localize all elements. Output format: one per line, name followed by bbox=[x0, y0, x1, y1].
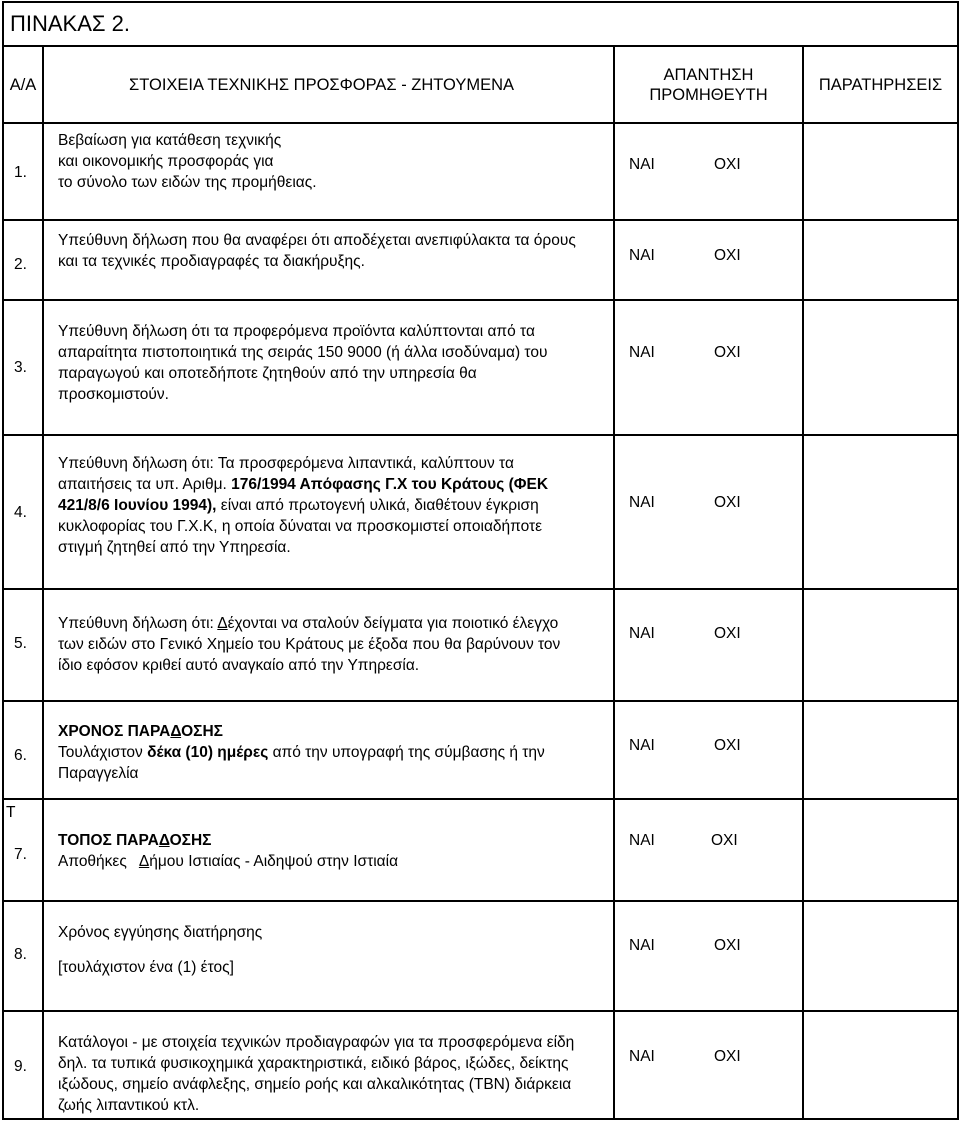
row-number-cell bbox=[3, 435, 43, 589]
no-option[interactable]: ΟΧΙ bbox=[714, 344, 741, 361]
remarks-cell[interactable] bbox=[803, 300, 958, 435]
row-number-cell bbox=[3, 300, 43, 435]
header-apantisi-line1: ΑΠΑΝΤΗΣΗ bbox=[663, 65, 754, 84]
row-line: το σύνολο των ειδών της προμήθειας. bbox=[58, 174, 317, 191]
row-line: Παραγγελία bbox=[58, 765, 139, 782]
row-text-bold: δέκα (10) ημέρες bbox=[147, 744, 269, 761]
row-number-cell bbox=[3, 701, 43, 799]
row-description bbox=[43, 300, 614, 435]
row-heading bbox=[58, 830, 605, 851]
row-description bbox=[43, 901, 614, 1011]
row-line bbox=[58, 495, 605, 516]
row-line: παραγωγού και οποτεδήποτε ζητηθούν από την υπηρεσία θα bbox=[58, 365, 477, 382]
row-number: 6. bbox=[14, 747, 27, 764]
row-number: 4. bbox=[14, 504, 27, 521]
row-text-bold: 421/8/6 Ιουνίου 1994), bbox=[58, 497, 217, 514]
row-text: ήμου Ιστιαίας - Αιδηψού στην Ιστιαία bbox=[149, 853, 399, 870]
row-text: έχονται να σταλούν δείγματα για ποιοτικό έλεγχο bbox=[227, 615, 559, 632]
header-apantisi bbox=[614, 46, 803, 123]
row-line bbox=[58, 613, 605, 634]
row-number-cell bbox=[3, 589, 43, 701]
row-description bbox=[43, 701, 614, 799]
header-row bbox=[3, 46, 958, 123]
remarks-cell[interactable] bbox=[803, 589, 958, 701]
row-text: ΧΡΟΝΟΣ ΠΑΡΑ bbox=[58, 723, 171, 740]
row-text: είναι από πρωτογενή υλικά, διαθέτουν έγκριση bbox=[216, 497, 539, 514]
table-row bbox=[3, 123, 958, 220]
remarks-cell[interactable] bbox=[803, 123, 958, 220]
answer-cell[interactable] bbox=[614, 799, 803, 901]
row-number-cell bbox=[3, 799, 43, 901]
row-line: κυκλοφορίας του Γ.Χ.Κ, η οποία δύναται να προσκομιστεί οποιαδήποτε bbox=[58, 518, 543, 535]
row-line: των ειδών στο Γενικό Χημείο του Κράτους με έξοδα που θα βαρύνουν τον bbox=[58, 636, 561, 653]
remarks-cell[interactable] bbox=[803, 799, 958, 901]
row-number-cell bbox=[3, 1011, 43, 1119]
row-line: Υπεύθυνη δήλωση που θα αναφέρει ότι αποδέχεται ανεπιφύλακτα τα όρους bbox=[58, 232, 576, 249]
no-option[interactable]: ΟΧΙ bbox=[714, 247, 741, 264]
table-row bbox=[3, 1011, 958, 1119]
no-option[interactable]: ΟΧΙ bbox=[714, 737, 741, 754]
yes-option[interactable]: ΝΑΙ bbox=[629, 737, 655, 754]
row-line: στιγμή ζητηθεί από την Υπηρεσία. bbox=[58, 539, 291, 556]
answer-cell[interactable] bbox=[614, 1011, 803, 1119]
row-description bbox=[43, 123, 614, 220]
row-line bbox=[58, 474, 605, 495]
remarks-cell[interactable] bbox=[803, 220, 958, 300]
no-option[interactable]: ΟΧΙ bbox=[714, 625, 741, 642]
remarks-cell[interactable] bbox=[803, 435, 958, 589]
header-apantisi-line2: ΠΡΟΜΗΘΕΥΤΗ bbox=[649, 85, 768, 104]
row-description bbox=[43, 435, 614, 589]
yes-option[interactable]: ΝΑΙ bbox=[629, 494, 655, 511]
remarks-cell[interactable] bbox=[803, 1011, 958, 1119]
row-text-underlined: Δ bbox=[158, 832, 170, 849]
header-paratiriseis: ΠΑΡΑΤΗΡΗΣΕΙΣ bbox=[803, 46, 958, 123]
row-number: 8. bbox=[14, 946, 27, 963]
no-option[interactable]: ΟΧΙ bbox=[711, 832, 738, 849]
yes-option[interactable]: ΝΑΙ bbox=[629, 832, 655, 849]
row-text-underlined: Δ bbox=[217, 615, 228, 632]
row-text-underlined: Δ bbox=[170, 723, 182, 740]
table-row bbox=[3, 589, 958, 701]
row-description bbox=[43, 1011, 614, 1119]
answer-cell[interactable] bbox=[614, 589, 803, 701]
no-option[interactable]: ΟΧΙ bbox=[714, 937, 741, 954]
row-number: 2. bbox=[14, 256, 27, 273]
row-line: δηλ. τα τυπικά φυσικοχημικά χαρακτηριστικά, ειδικό βάρος, ιξώδες, δείκτης bbox=[58, 1055, 569, 1072]
row-number-cell bbox=[3, 901, 43, 1011]
remarks-cell[interactable] bbox=[803, 701, 958, 799]
row-line: προσκομιστούν. bbox=[58, 386, 169, 403]
yes-option[interactable]: ΝΑΙ bbox=[629, 344, 655, 361]
row-line: Υπεύθυνη δήλωση ότι τα προφερόμενα προϊόντα καλύπτονται από τα bbox=[58, 323, 535, 340]
remarks-cell[interactable] bbox=[803, 901, 958, 1011]
answer-cell[interactable] bbox=[614, 300, 803, 435]
table-row bbox=[3, 701, 958, 799]
row-line: Υπεύθυνη δήλωση ότι: Τα προσφερόμενα λιπαντικά, καλύπτουν τα bbox=[58, 455, 514, 472]
row-line: ιξώδους, σημείο ανάφλεξης, σημείο ροής και αλκαλικότητας (TBN) διάρκεια bbox=[58, 1076, 572, 1093]
row-line: ίδιο εφόσον κριθεί αυτό αναγκαίο από την Υπηρεσία. bbox=[58, 657, 420, 674]
row-description bbox=[43, 589, 614, 701]
row-number-cell bbox=[3, 220, 43, 300]
yes-option[interactable]: ΝΑΙ bbox=[629, 937, 655, 954]
row-line: και οικονομικής προσφοράς για bbox=[58, 153, 274, 170]
row-number: 3. bbox=[14, 359, 27, 376]
yes-option[interactable]: ΝΑΙ bbox=[629, 156, 655, 173]
row-text-underlined: Δ bbox=[138, 853, 150, 870]
no-option[interactable]: ΟΧΙ bbox=[714, 156, 741, 173]
table-row bbox=[3, 799, 958, 901]
answer-cell[interactable] bbox=[614, 123, 803, 220]
yes-option[interactable]: ΝΑΙ bbox=[629, 1048, 655, 1065]
title-row bbox=[3, 2, 958, 46]
answer-cell[interactable] bbox=[614, 701, 803, 799]
row-text-bold: 176/1994 Απόφασης Γ.Χ του Κράτους (ΦΕΚ bbox=[231, 476, 549, 493]
row-text: Τουλάχιστον bbox=[58, 744, 148, 761]
row-number-cell bbox=[3, 123, 43, 220]
row-text: Αποθήκες bbox=[58, 853, 139, 870]
answer-cell[interactable] bbox=[614, 901, 803, 1011]
row-number: 5. bbox=[14, 635, 27, 652]
row-heading bbox=[58, 721, 605, 742]
row-line: Χρόνος εγγύησης διατήρησης bbox=[58, 924, 263, 941]
no-option[interactable]: ΟΧΙ bbox=[714, 494, 741, 511]
row-text: απαιτήσεις τα υπ. Αριθμ. bbox=[58, 476, 232, 493]
yes-option[interactable]: ΝΑΙ bbox=[629, 625, 655, 642]
row-text: από την υπογραφή της σύμβασης ή την bbox=[268, 744, 545, 761]
row-line: Βεβαίωση για κατάθεση τεχνικής bbox=[58, 132, 282, 149]
row-text: ΟΣΗΣ bbox=[181, 723, 223, 740]
row-text: ΟΣΗΣ bbox=[169, 832, 212, 849]
row-number: 7. bbox=[14, 846, 27, 863]
row-line: απαραίτητα πιστοποιητικά της σειράς 150 9000 (ή άλλα ισοδύναμα) του bbox=[58, 344, 548, 361]
row-line bbox=[58, 851, 605, 872]
technical-offer-table bbox=[2, 1, 959, 1120]
row-line: και τα τεχνικές προδιαγραφές τα διακήρυξης. bbox=[58, 253, 365, 270]
row-line bbox=[58, 742, 605, 763]
table-row bbox=[3, 901, 958, 1011]
row-number: 9. bbox=[14, 1058, 27, 1075]
row-line: ζωής λιπαντικού κτλ. bbox=[58, 1097, 200, 1114]
header-stoixeia: ΣΤΟΙΧΕΙΑ ΤΕΧΝΙΚΗΣ ΠΡΟΣΦΟΡΑΣ - ΖΗΤΟΥΜΕΝΑ bbox=[43, 46, 614, 123]
answer-cell[interactable] bbox=[614, 220, 803, 300]
yes-option[interactable]: ΝΑΙ bbox=[629, 247, 655, 264]
row-line: [τουλάχιστον ένα (1) έτος] bbox=[58, 959, 234, 976]
answer-cell[interactable] bbox=[614, 435, 803, 589]
row-text: Υπεύθυνη δήλωση ότι: bbox=[58, 615, 218, 632]
table-row bbox=[3, 435, 958, 589]
row-line: Κατάλογοι - με στοιχεία τεχνικών προδιαγραφών για τα προσφερόμενα είδη bbox=[58, 1034, 575, 1051]
document-page bbox=[2, 1, 957, 1120]
no-option[interactable]: ΟΧΙ bbox=[714, 1048, 741, 1065]
table-row bbox=[3, 220, 958, 300]
row-description bbox=[43, 220, 614, 300]
row-description bbox=[43, 799, 614, 901]
table-row bbox=[3, 300, 958, 435]
row-text: ΤΟΠΟΣ ΠΑΡΑ bbox=[58, 832, 159, 849]
row-number: 1. bbox=[14, 164, 27, 181]
row-mark: Τ bbox=[6, 804, 16, 821]
table-title: ΠΙΝΑΚΑΣ 2. bbox=[3, 2, 958, 46]
header-aa: Α/Α bbox=[3, 46, 43, 123]
